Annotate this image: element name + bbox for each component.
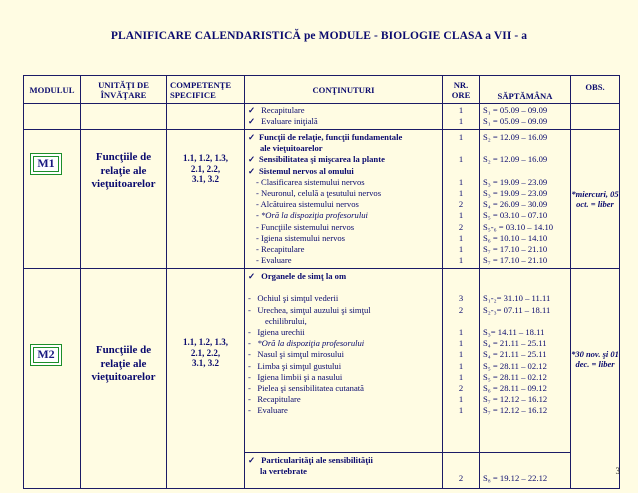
module-m1-name: Funcţiile de relaţie ale vieţuitoarelor (91, 151, 156, 190)
list-item: ✓ Sensibilitatea şi mişcarea la plante (248, 154, 385, 165)
initial-hours-cell: 1 1 (443, 104, 480, 130)
module-m2-row (24, 269, 620, 453)
module-m2-name: Funcţiile de relaţie ale vieţuitoarelor (91, 344, 156, 383)
calendar-table (23, 75, 620, 489)
list-item: - Evaluare (248, 405, 288, 416)
check-icon: ✓ (248, 455, 256, 465)
header-nr-ore (443, 76, 480, 104)
header-nr-line1: NR. (453, 79, 469, 90)
list-item: - Limba şi simţul gustului (248, 360, 342, 371)
module-m2-last-content: ✓ Particularităţi ale sensibilităţii la vertebrate (245, 453, 443, 489)
module-m2-unit-cell (81, 269, 167, 489)
check-icon: ✓ (248, 271, 256, 281)
list-item: - Nasul şi simţul mirosului (248, 349, 344, 360)
check-icon: ✓ (248, 154, 256, 165)
header-modulul: MODULUL (24, 76, 81, 104)
section-title: ✓ Particularităţi ale sensibilităţii (248, 455, 373, 465)
module-m2-badge: M2 (30, 344, 62, 366)
block-initial (24, 104, 620, 130)
section-title: ✓ Organele de simţ la om (248, 271, 347, 281)
header-competente-line1: COMPETENŢE (170, 79, 232, 90)
header-saptamana (480, 76, 571, 104)
list-item: - Recapitulare (248, 394, 301, 405)
check-icon: ✓ (248, 165, 256, 176)
module-m2-last-week: S₈ = 19.12 – 22.12 (480, 453, 571, 489)
list-item: - Ochiul şi simţul vederii (248, 293, 339, 304)
page-title: PLANIFICARE CALENDARISTICĂ pe MODULE - BIOLOGIE CLASA a VII - a (110, 30, 528, 42)
initial-weeks-cell: S₁ = 05.09 – 09.09 S₁ = 05.09 – 09.09 (480, 104, 571, 130)
header-unitati-line1: UNITĂŢI DE (98, 79, 149, 90)
list-item: - Urechea, simţul auzului şi simţul (248, 304, 371, 315)
module-m2-obs: *30 nov. şi 01 dec. = liber (571, 269, 620, 489)
module-m1-badge: M1 (30, 153, 62, 175)
module-m2-competences: 1.1, 1.2, 1.3, 2.1, 2.2, 3.1, 3.2 (167, 269, 245, 489)
module-m2-hours: 3 2 1 1 1 1 1 2 1 1 (443, 269, 480, 453)
module-m2-content: ✓ Organele de simţ la om - Ochiul şi simţul vederii - Urechea, simţul auzului şi simţul echilibrului, - Igiena urechii - *Oră la dispoziţia profesorului - Nasul şi simţul mirosului - Limba şi simţul gustului - Igiena limbii şi a nasului - Pielea şi sensibilitatea cutanată - Recapitulare - Evaluare (245, 269, 443, 453)
check-icon: ✓ (248, 116, 256, 127)
list-item: ✓ Evaluare iniţială (248, 116, 318, 127)
module-m1-obs: *miercuri, 05 oct. = liber (571, 130, 620, 269)
module-m1-content: ✓ Funcţii de relaţie, funcţii fundamentale ale vieţuitoarelor ✓ Sensibilitatea şi mişcarea la plante ✓ Sistemul nervos al omului - Clasificarea sistemului nervos - Neuronul, celulă a ţesutului nervos - Alcătuirea sistemului nervos - *Oră la dispoziţia profesorului - Funcţiile sistemului nervos - Igiena sistemului nervos - Recapitulare - Evaluare (245, 130, 443, 269)
header-row (24, 76, 620, 104)
list-item: - Igiena limbii şi a nasului (248, 371, 343, 382)
module-m2-last-hours: 2 (443, 453, 480, 489)
header-continuturi: CONŢINUTURI (245, 76, 443, 104)
module-m2-weeks: S₁-₂= 31.10 – 11.11 S₂-₃= 07.11 – 18.11 S₃= 14.11 – 18.11 S₄ = 21.11 – 25.11 S₄ = 21.11 – 25.11 S₅ = 28.11 – 02.12 S₅ = 28.11 – 02.12 S₆ = 28.11 – 09.12 S₇ = 12.12 – 16.12 S₇ = 12.12 – 16.12 (480, 269, 571, 453)
list-item: ✓ Recapitulare (248, 105, 305, 115)
page-number: 3 (615, 466, 620, 476)
list-item: - Igiena urechii (248, 326, 305, 337)
list-item: - *Oră la dispoziţia profesorului (248, 338, 365, 349)
header-competente (167, 76, 245, 104)
module-m1-competences: 1.1, 1.2, 1.3, 2.1, 2.2, 3.1, 3.2 (167, 130, 245, 269)
initial-content-cell (245, 104, 443, 130)
header-competente-line2: SPECIFICE (170, 89, 216, 100)
check-icon: ✓ (248, 105, 256, 115)
header-unitati-line2: ÎNVĂŢARE (100, 89, 147, 100)
module-m1-weeks: S₂ = 12.09 – 16.09 S₂ = 12.09 – 16.09 S₃ = 19.09 – 23.09 S₃ = 19.09 – 23.09 S₄ = 26.09 – 30.09 S₅ = 03.10 – 07.10 S₅-₆ = 03.10 – 14.10 S₆ = 10.10 – 14.10 S₇ = 17.10 – 21.10 S₇ = 17.10 – 21.10 (480, 130, 571, 269)
module-m1-row (24, 130, 620, 269)
module-m2-cell (24, 269, 81, 489)
header-obs (571, 76, 620, 104)
header-nr-line2: ORE (451, 89, 471, 100)
header-saptamana-text: SĂPTĂMÂNA (497, 91, 553, 101)
list-item: ✓ Funcţii de relaţie, funcţii fundamentale (248, 132, 403, 142)
header-obs-text: OBS. (585, 82, 605, 92)
header-unitati (81, 76, 167, 104)
module-m1-hours: 1 1 1 1 2 1 2 1 1 1 (443, 130, 480, 269)
list-item: - Pielea şi sensibilitatea cutanată (248, 382, 364, 393)
module-m1-unit-cell (81, 130, 167, 269)
module-m1-cell (24, 130, 81, 269)
list-item: ✓ Sistemul nervos al omului (248, 165, 354, 176)
check-icon: ✓ (248, 132, 256, 142)
